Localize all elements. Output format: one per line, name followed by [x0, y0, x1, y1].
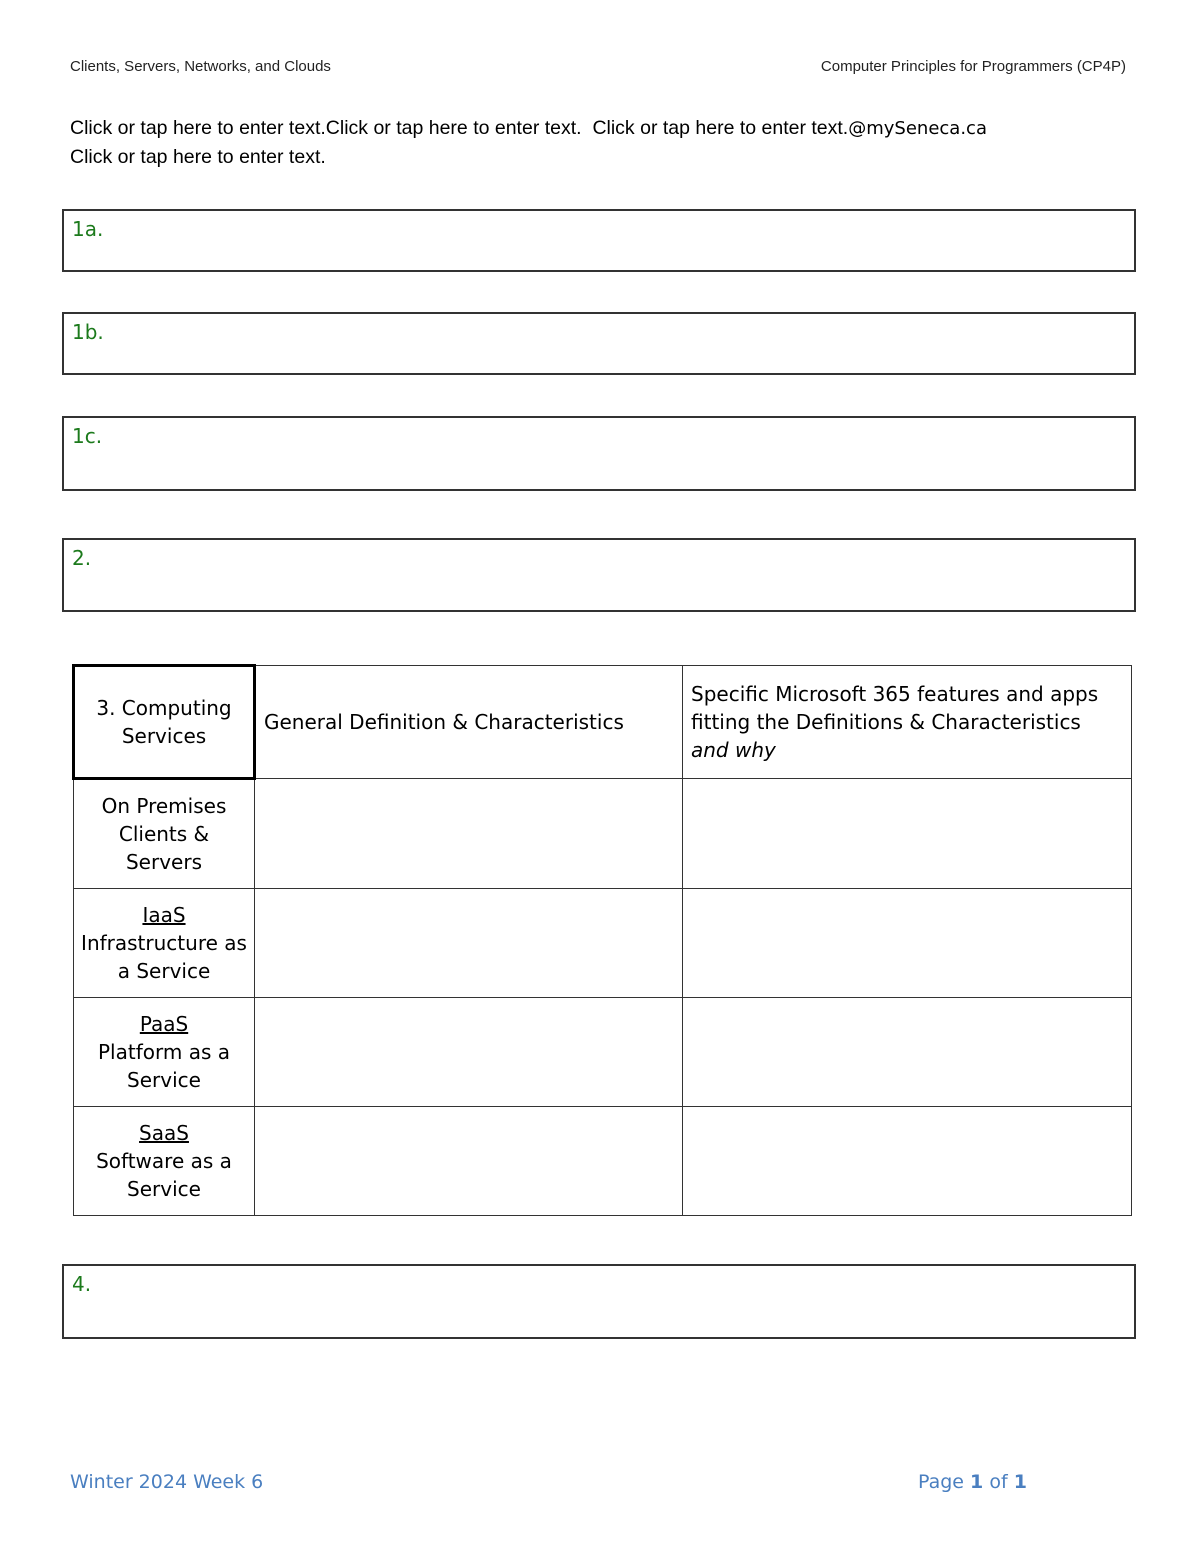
email-domain: @mySeneca.ca — [848, 118, 987, 139]
header-cell-computing-services: 3. Computing Services — [74, 666, 255, 779]
row-label-on-premises — [74, 779, 255, 889]
row-label-text: Software as a Service — [96, 1149, 232, 1201]
definition-input-cell[interactable] — [255, 998, 683, 1107]
row-label-iaas — [74, 889, 255, 998]
table-row — [74, 779, 1132, 889]
answer-box-1b[interactable] — [62, 312, 1136, 375]
microsoft-365-input-cell[interactable] — [683, 998, 1132, 1107]
table-row — [74, 889, 1132, 998]
answer-label-1c: 1c. — [72, 424, 103, 448]
row-label-text: Infrastructure as a Service — [81, 931, 247, 983]
row-abbr: SaaS — [139, 1121, 189, 1145]
microsoft-365-input-cell[interactable] — [683, 779, 1132, 889]
row-label-text: On Premises Clients & Servers — [101, 794, 227, 874]
row-label-saas — [74, 1107, 255, 1216]
footer-term-week: Winter 2024 Week 6 — [70, 1471, 264, 1493]
definition-input-cell[interactable] — [255, 779, 683, 889]
header-and-why-text: and why — [691, 738, 776, 762]
student-info-line-1 — [70, 114, 987, 143]
first-name-field[interactable]: Click or tap here to enter text. — [70, 117, 326, 139]
total-pages: 1 — [1013, 1471, 1027, 1493]
answer-label-1b: 1b. — [72, 320, 104, 344]
current-page: 1 — [970, 1471, 984, 1493]
student-info — [70, 114, 987, 171]
table-row — [74, 998, 1132, 1107]
table-row — [74, 1107, 1132, 1216]
answer-label-4: 4. — [72, 1272, 92, 1296]
row-label-text: Platform as a Service — [98, 1040, 230, 1092]
microsoft-365-input-cell[interactable] — [683, 1107, 1132, 1216]
answer-box-2[interactable] — [62, 538, 1136, 612]
student-id-field[interactable]: Click or tap here to enter text. — [70, 146, 326, 168]
table-header-row — [74, 666, 1132, 779]
answer-box-1c[interactable] — [62, 416, 1136, 491]
header-microsoft-365-text: Specific Microsoft 365 features and apps fitting the Definitions & Characteristics — [691, 682, 1099, 734]
page-word: Page — [918, 1471, 964, 1493]
computing-services-table — [72, 664, 1132, 1216]
definition-input-cell[interactable] — [255, 1107, 683, 1216]
answer-box-1a[interactable] — [62, 209, 1136, 272]
answer-box-4[interactable] — [62, 1264, 1136, 1339]
row-abbr: PaaS — [139, 1012, 189, 1036]
header-right-title: Computer Principles for Programmers (CP4P) — [820, 58, 1126, 75]
answer-label-1a: 1a. — [72, 217, 104, 241]
email-user-field[interactable]: Click or tap here to enter text. — [592, 117, 849, 139]
row-abbr: IaaS — [142, 903, 186, 927]
footer-page-number — [918, 1471, 1027, 1493]
answer-label-2: 2. — [72, 546, 92, 570]
definition-input-cell[interactable] — [255, 889, 683, 998]
last-name-field[interactable]: Click or tap here to enter text. — [325, 117, 582, 139]
header-left-title: Clients, Servers, Networks, and Clouds — [70, 58, 331, 75]
header-cell-microsoft-365 — [683, 666, 1132, 779]
microsoft-365-input-cell[interactable] — [683, 889, 1132, 998]
header-cell-general-definition: General Definition & Characteristics — [255, 666, 683, 779]
of-word: of — [989, 1471, 1008, 1493]
row-label-paas — [74, 998, 255, 1107]
